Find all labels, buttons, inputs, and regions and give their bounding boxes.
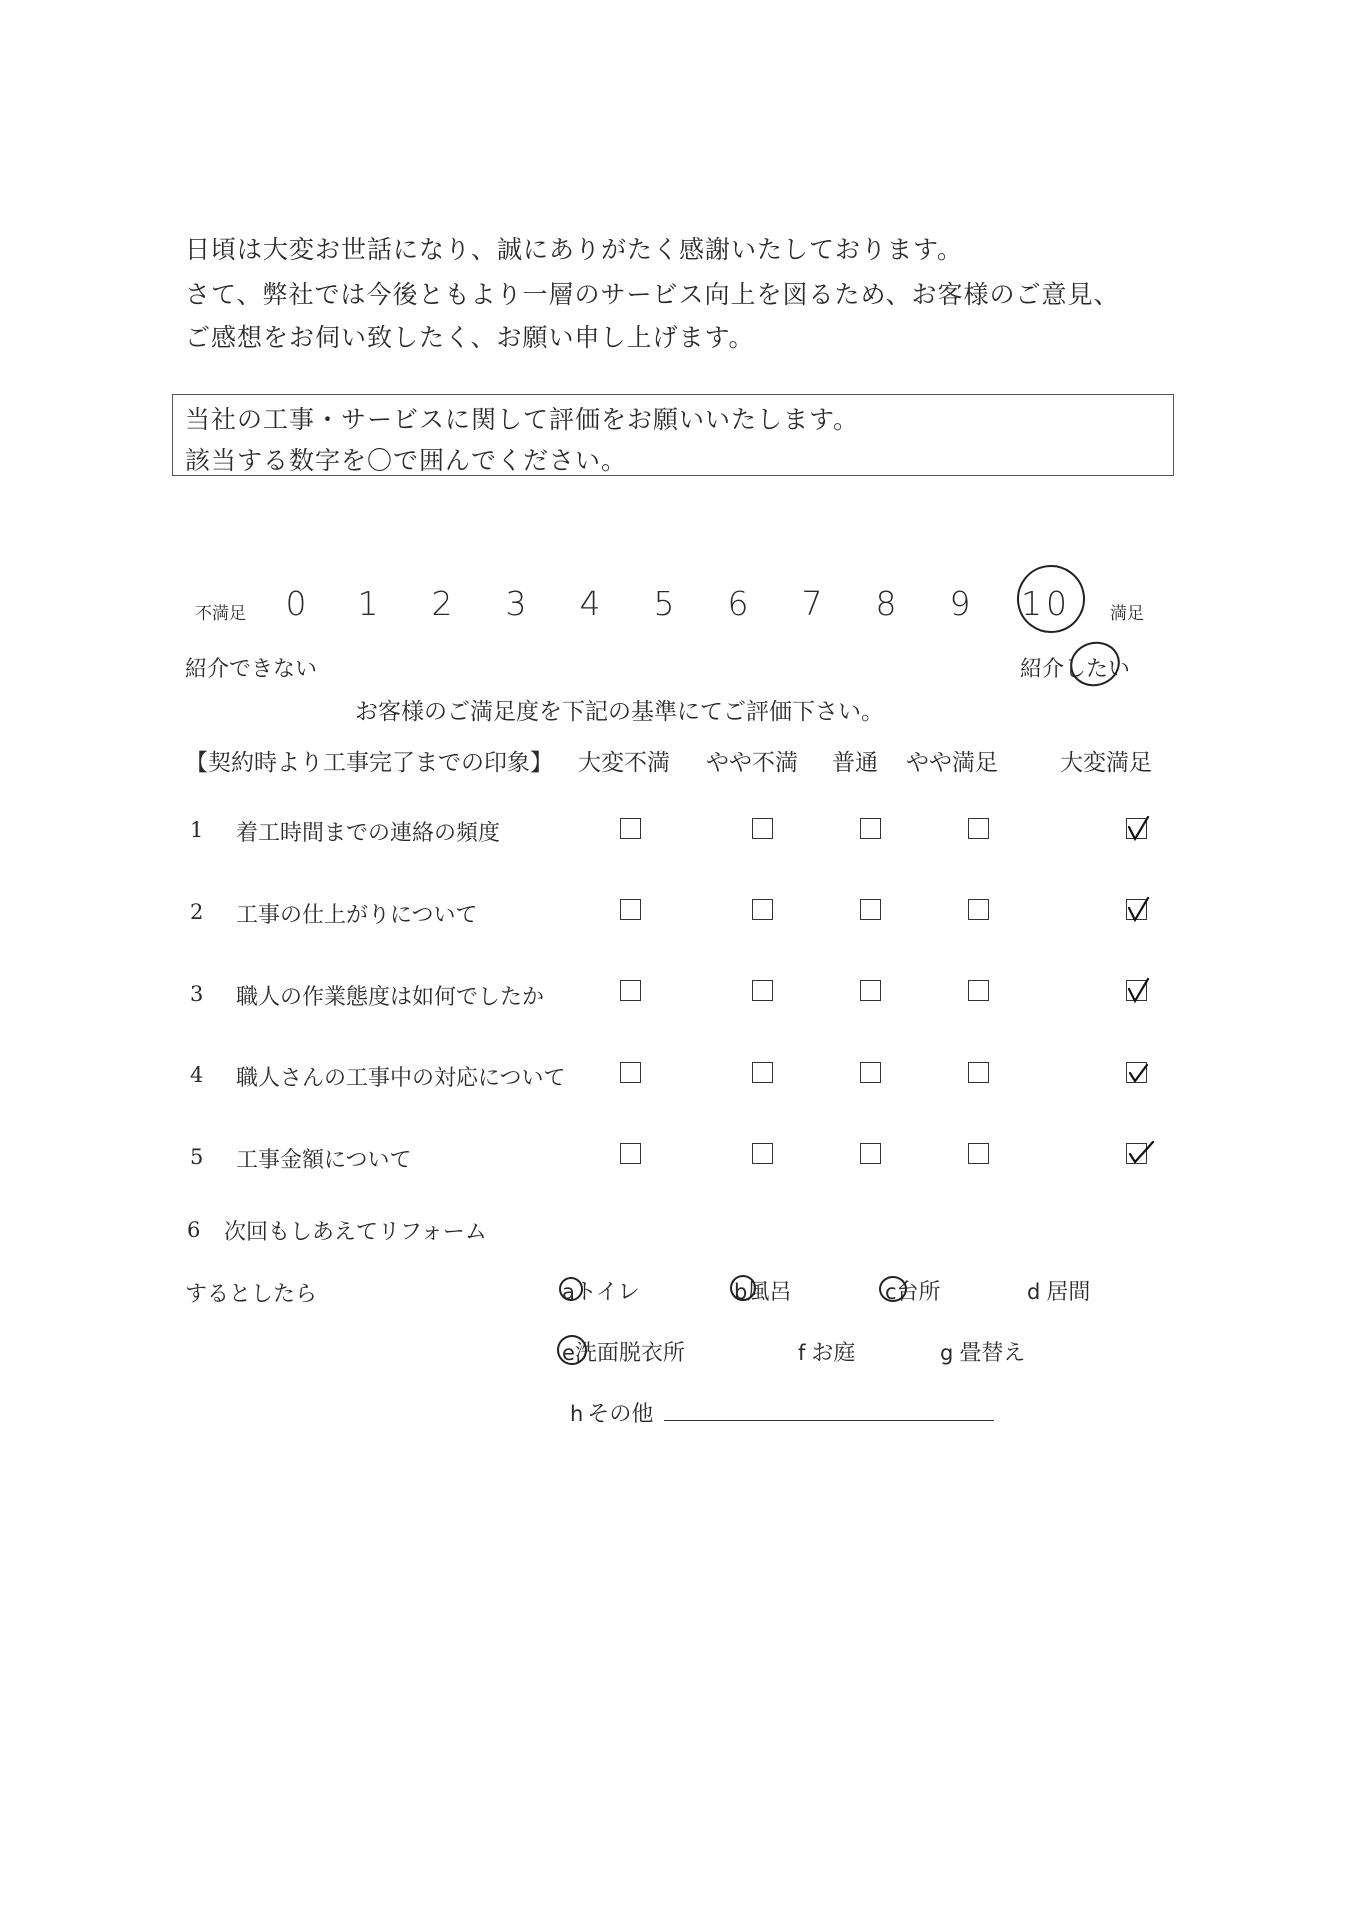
- checkmark-icon: [1125, 894, 1151, 924]
- scale-number-0[interactable]: 0: [285, 584, 307, 623]
- row-5-number: 5: [190, 1145, 204, 1169]
- row-3-checkbox-somewhat-satisfied[interactable]: [968, 980, 989, 1001]
- row-4-checkbox-very-dissatisfied[interactable]: [620, 1062, 641, 1083]
- option-letter-c: c: [885, 1280, 897, 1304]
- scale-number-1[interactable]: 1: [357, 584, 379, 623]
- intro-line-3: ご感想をお伺い致したく、お願い申し上げます。: [185, 323, 755, 352]
- row-2-checkbox-very-satisfied[interactable]: [1126, 899, 1147, 920]
- column-very-dissatisfied: 大変不満: [578, 750, 670, 776]
- row-3-checkbox-very-satisfied[interactable]: [1126, 980, 1147, 1001]
- row-5-checkbox-somewhat-satisfied[interactable]: [968, 1143, 989, 1164]
- hand-drawn-circle-e: [557, 1335, 587, 1365]
- option-label-bath: 風呂: [747, 1280, 792, 1305]
- option-label-other: その他: [587, 1402, 654, 1427]
- checkmark-icon: [1125, 975, 1151, 1005]
- option-letter-b: b: [734, 1280, 748, 1304]
- row-4-checkbox-very-satisfied[interactable]: [1126, 1062, 1147, 1083]
- column-very-satisfied: 大変満足: [1060, 750, 1152, 776]
- option-letter-f: f: [798, 1341, 806, 1365]
- row-5-checkbox-very-dissatisfied[interactable]: [620, 1143, 641, 1164]
- checkmark-icon: [1125, 1138, 1155, 1168]
- question-6-number: 6: [187, 1218, 201, 1242]
- hand-drawn-circle-10: [1013, 561, 1090, 638]
- row-5-checkbox-very-satisfied[interactable]: [1126, 1143, 1147, 1164]
- column-neutral: 普通: [832, 750, 878, 776]
- row-4-checkbox-neutral[interactable]: [860, 1062, 881, 1083]
- checkmark-icon: [1125, 813, 1151, 843]
- row-5-label: 工事金額について: [236, 1148, 412, 1173]
- hand-drawn-circle-referral: [1065, 636, 1125, 691]
- row-4-label: 職人さんの工事中の対応について: [236, 1066, 566, 1091]
- row-2-checkbox-neutral[interactable]: [860, 899, 881, 920]
- row-4-checkbox-somewhat-dissatisfied[interactable]: [752, 1062, 773, 1083]
- row-3-checkbox-somewhat-dissatisfied[interactable]: [752, 980, 773, 1001]
- option-letter-d: d: [1027, 1280, 1041, 1304]
- row-1-checkbox-very-dissatisfied[interactable]: [620, 818, 641, 839]
- hand-drawn-circle-a: [559, 1277, 583, 1301]
- intro-line-2: さて、弊社では今後ともより一層のサービス向上を図るため、お客様のご意見、: [185, 280, 1120, 309]
- row-1-label: 着工時間までの連絡の頻度: [236, 821, 501, 846]
- scale-number-5[interactable]: 5: [653, 584, 675, 623]
- option-letter-a: a: [562, 1280, 575, 1304]
- scale-number-7[interactable]: 7: [801, 584, 823, 623]
- scale-number-9[interactable]: 9: [949, 584, 971, 623]
- intro-line-1: 日頃は大変お世話になり、誠にありがたく感謝いたしております。: [185, 235, 964, 264]
- scale-left-label: 不満足: [195, 604, 246, 624]
- row-2-checkbox-somewhat-satisfied[interactable]: [968, 899, 989, 920]
- hand-drawn-circle-c: [879, 1276, 907, 1302]
- row-1-checkbox-very-satisfied[interactable]: [1126, 818, 1147, 839]
- rating-prompt: お客様のご満足度を下記の基準にてご評価下さい。: [355, 699, 884, 725]
- row-3-checkbox-neutral[interactable]: [860, 980, 881, 1001]
- option-garden[interactable]: [798, 1336, 855, 1367]
- scale-number-2[interactable]: 2: [431, 584, 453, 623]
- row-1-checkbox-neutral[interactable]: [860, 818, 881, 839]
- scale-number-3[interactable]: 3: [505, 584, 527, 623]
- option-label-living-room: 居間: [1046, 1280, 1091, 1305]
- column-somewhat-dissatisfied: やや不満: [706, 750, 798, 776]
- option-living-room[interactable]: [1027, 1275, 1090, 1306]
- row-5-checkbox-somewhat-dissatisfied[interactable]: [752, 1143, 773, 1164]
- hand-drawn-circle-b: [730, 1275, 756, 1301]
- other-answer-line[interactable]: [664, 1420, 994, 1421]
- scale-number-6[interactable]: 6: [727, 584, 749, 623]
- option-label-washroom: 洗面脱衣所: [574, 1341, 685, 1366]
- row-3-checkbox-very-dissatisfied[interactable]: [620, 980, 641, 1001]
- instruction-line-1: 当社の工事・サービスに関して評価をお願いいたします。: [185, 405, 860, 434]
- scale-number-4[interactable]: 4: [579, 584, 601, 623]
- row-3-number: 3: [190, 982, 204, 1006]
- referral-yes-label: 紹介したい: [1020, 657, 1131, 682]
- column-somewhat-satisfied: やや満足: [906, 750, 998, 776]
- option-letter-e: e: [562, 1341, 575, 1365]
- rating-header-title: 【契約時より工事完了までの印象】: [185, 750, 553, 776]
- row-4-checkbox-somewhat-satisfied[interactable]: [968, 1062, 989, 1083]
- scale-number-10[interactable]: 10: [1021, 584, 1071, 623]
- question-6-line-2: するとしたら: [185, 1282, 318, 1307]
- scale-number-8[interactable]: 8: [875, 584, 897, 623]
- scale-right-label: 満足: [1110, 604, 1144, 624]
- referral-no-label: 紹介できない: [185, 657, 318, 682]
- row-4-number: 4: [190, 1063, 204, 1087]
- option-tatami[interactable]: [940, 1336, 1025, 1367]
- row-2-number: 2: [190, 900, 204, 924]
- instruction-line-2: 該当する数字を〇で囲んでください。: [185, 446, 628, 475]
- option-letter-h: h: [570, 1402, 584, 1426]
- question-6-line-1: 次回もしあえてリフォーム: [224, 1220, 487, 1245]
- row-2-checkbox-very-dissatisfied[interactable]: [620, 899, 641, 920]
- option-label-garden: お庭: [811, 1341, 856, 1366]
- row-1-number: 1: [190, 818, 204, 842]
- row-2-checkbox-somewhat-dissatisfied[interactable]: [752, 899, 773, 920]
- checkmark-icon: [1125, 1057, 1151, 1087]
- option-label-toilet: トイレ: [574, 1280, 640, 1305]
- row-1-checkbox-somewhat-satisfied[interactable]: [968, 818, 989, 839]
- row-1-checkbox-somewhat-dissatisfied[interactable]: [752, 818, 773, 839]
- option-label-tatami: 畳替え: [959, 1341, 1026, 1366]
- row-5-checkbox-neutral[interactable]: [860, 1143, 881, 1164]
- option-label-kitchen: 台所: [896, 1280, 941, 1305]
- option-other[interactable]: [570, 1397, 653, 1428]
- option-letter-g: g: [940, 1341, 954, 1365]
- row-2-label: 工事の仕上がりについて: [236, 903, 478, 928]
- row-3-label: 職人の作業態度は如何でしたか: [236, 985, 545, 1010]
